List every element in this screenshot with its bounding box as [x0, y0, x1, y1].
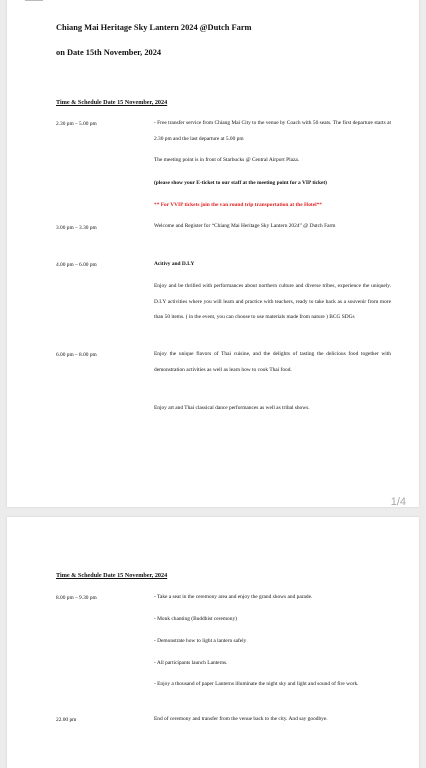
- event-date-line: on Date 15th November, 2024: [56, 48, 162, 57]
- document-page-1: [7, 0, 419, 507]
- schedule-item-vvip-note: ** For VVIP tickets join the van round trip transportation at the Hotel**: [154, 202, 323, 208]
- document-page-2: [7, 517, 419, 768]
- schedule-time: 8.00 pm – 9.30 pm: [56, 595, 97, 601]
- schedule-item: End of ceremony and transfer from the venue back to the city. And say goodbye.: [154, 716, 328, 722]
- schedule-time: 3.00 pm – 3.30 pm: [56, 225, 97, 231]
- schedule-heading: Time & Schedule Date 15 November, 2024: [56, 572, 168, 579]
- schedule-item: - All participants launch Lanterns.: [154, 660, 228, 666]
- page-number: 1/4: [390, 496, 406, 508]
- schedule-item-vip-note: (please show your E-ticket to our staff at the meeting point for a VIP ticket): [154, 180, 327, 186]
- schedule-item-heading: Acitivy and D.I.Y: [154, 261, 195, 267]
- schedule-item: Enjoy the unique flavors of Thai cuisine, and the delights of tasting the delicious food together with demonstration activities as well as learn how to cook Thai food.: [154, 351, 391, 373]
- event-title: Chiang Mai Heritage Sky Lantern 2024 @Dutch Farm: [56, 23, 252, 32]
- schedule-item: The meeting point is in front of Starbucks @ Central Airport Plaza.: [154, 157, 300, 163]
- schedule-item: - Monk chanting (Buddhist ceremony): [154, 616, 237, 622]
- schedule-time: 4.00 pm – 6.00 pm: [56, 262, 97, 268]
- schedule-item: Welcome and Register for “Chiang Mai Heritage Sky Lantern 2024” @ Dutch Farm: [154, 223, 336, 229]
- schedule-item: Enjoy art and Thai classical dance performances as well as tribal shows.: [154, 405, 310, 411]
- schedule-item: - Take a seat in the ceremony area and enjoy the grand shows and parade.: [154, 594, 313, 600]
- schedule-heading: Time & Schedule Date 15 November, 2024: [56, 99, 168, 106]
- schedule-item: - Demonstrate how to light a lantern safely: [154, 638, 247, 644]
- schedule-time: 22.00 pm: [56, 717, 77, 723]
- schedule-item: Enjoy and be thrilled with performances about northern culture and diverse tribes, experience the uniquely. D.I.Y activities where you will learn and practice with teachers, ready to take back as a souvenir from more than 50 items. ( in the event, you can choose to use materials made from nature ) BCG SDGs: [154, 283, 391, 321]
- schedule-time: 6.00 pm – 8.00 pm: [56, 352, 97, 358]
- page-top-mark: [25, 0, 43, 1]
- schedule-item: - Enjoy a thousand of paper Lanterns illuminate the night sky and light and sound of fire work.: [154, 681, 359, 687]
- schedule-time: 2.30 pm – 5.00 pm: [56, 121, 97, 127]
- schedule-item: - Free transfer service from Chiang Mai City to the venue by Coach with 50 seats. The first departure starts at 2.30 pm and the last departure at 5.00 pm: [154, 120, 391, 142]
